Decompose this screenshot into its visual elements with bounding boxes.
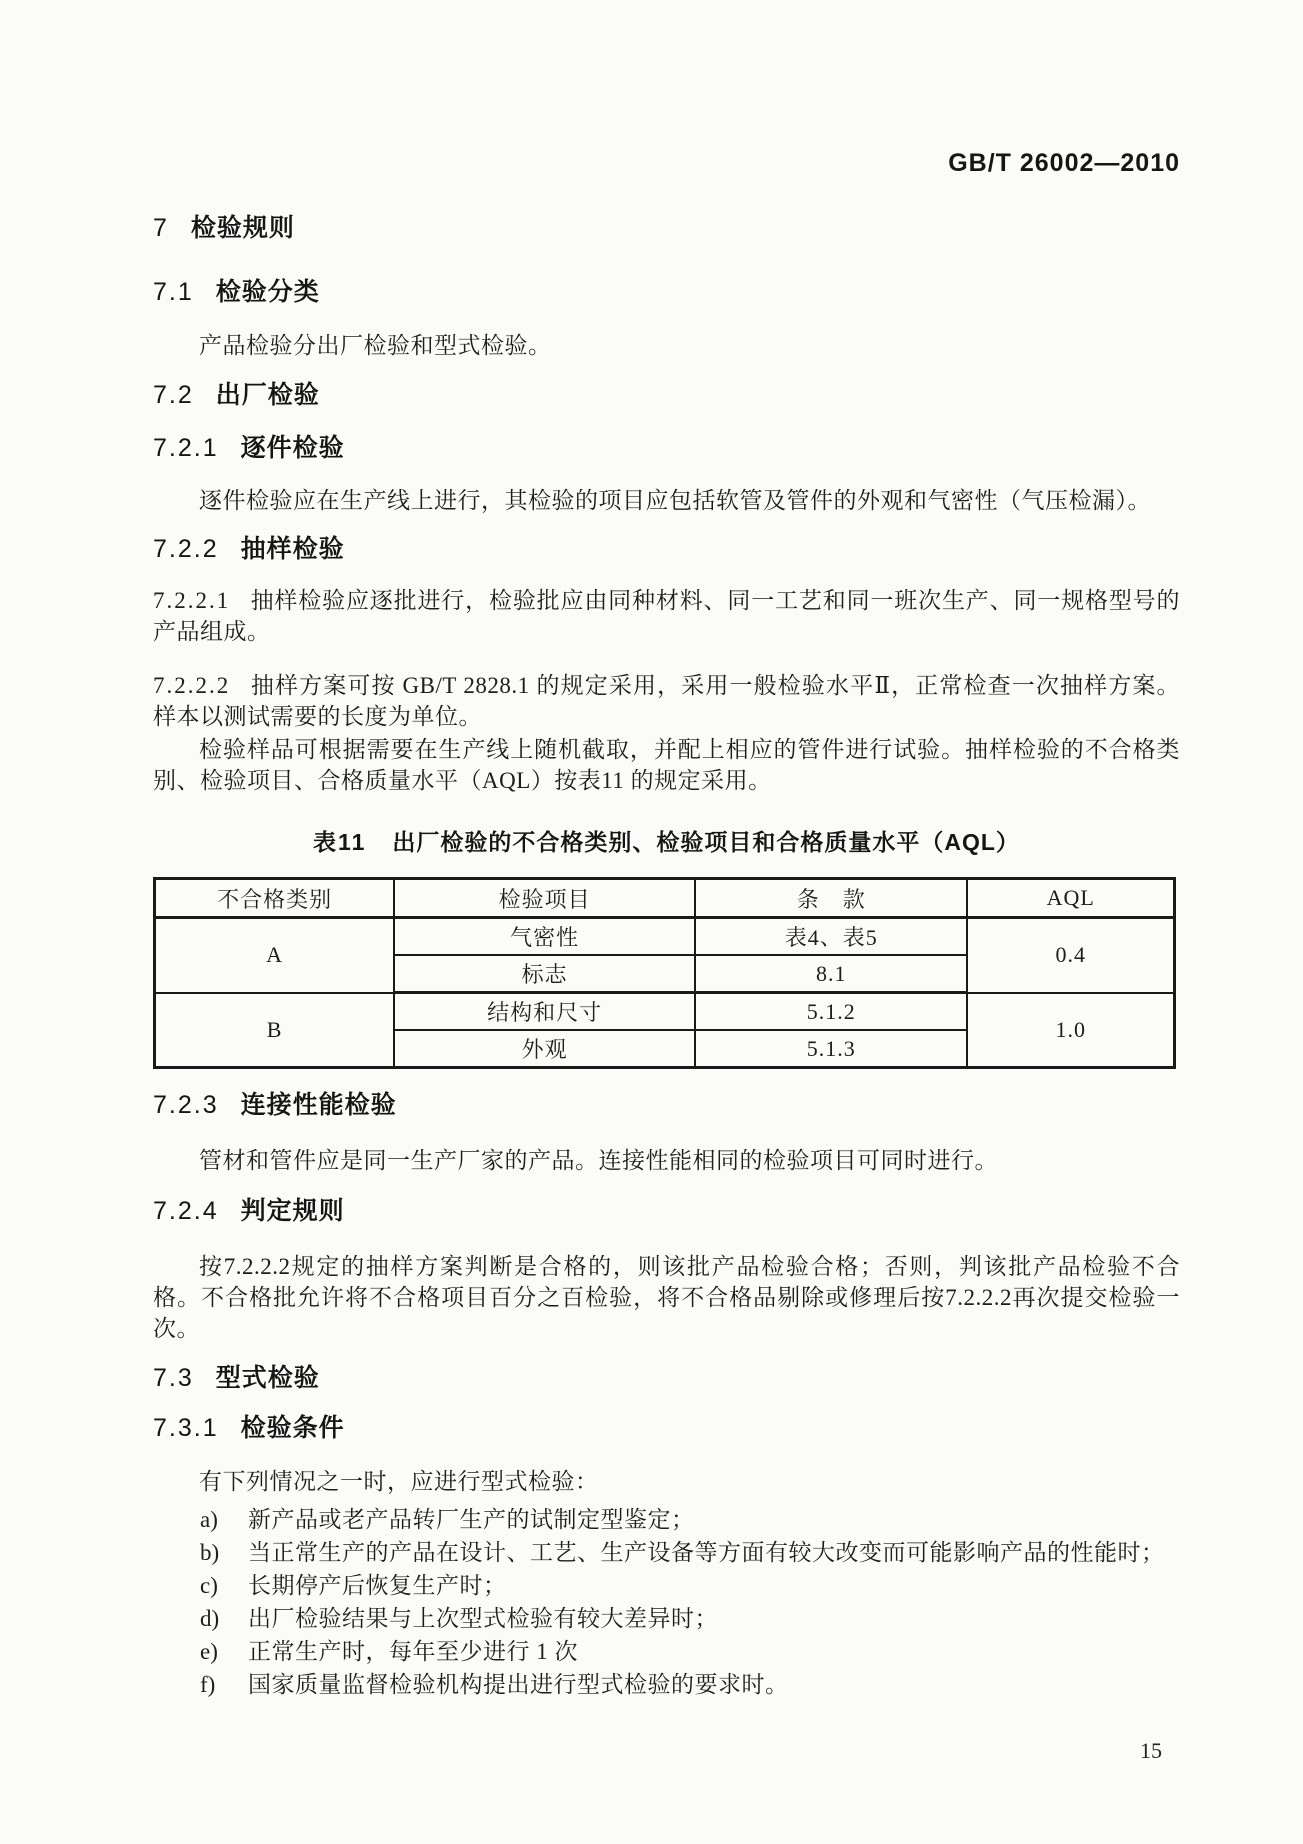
cell-category-b: B bbox=[155, 993, 395, 1068]
list-item-b bbox=[153, 1536, 1180, 1569]
header-clause: 条 款 bbox=[695, 879, 967, 918]
standard-code: GB/T 26002—2010 bbox=[948, 149, 1180, 177]
section-title: 判定规则 bbox=[240, 1197, 345, 1225]
paragraph-7-2-4: 按7.2.2.2规定的抽样方案判断是合格的，则该批产品检验合格；否则，判该批产品检验不合格。不合格批允许将不合格项目百分之百检验，将不合格品剔除或修理后按7.2.2.2再次提交检验一次。 bbox=[153, 1254, 1180, 1341]
section-7-2-heading bbox=[153, 380, 1180, 410]
section-number: 7.2.4 bbox=[153, 1197, 219, 1225]
section-7-2-4-heading bbox=[153, 1196, 1180, 1226]
list-text: 新产品或老产品转厂生产的试制定型鉴定； bbox=[248, 1507, 695, 1532]
list-text: 长期停产后恢复生产时； bbox=[248, 1573, 507, 1598]
section-7-2-1-heading bbox=[153, 433, 1180, 463]
type-test-condition-list bbox=[153, 1503, 1180, 1701]
table-title: 出厂检验的不合格类别、检验项目和合格质量水平（AQL） bbox=[392, 829, 1020, 855]
table-row bbox=[155, 918, 1175, 956]
list-item-d bbox=[153, 1602, 1180, 1635]
table-11-caption bbox=[153, 827, 1180, 857]
section-title: 连接性能检验 bbox=[240, 1091, 397, 1119]
paragraph-7-1: 产品检验分出厂检验和型式检验。 bbox=[199, 333, 552, 358]
section-title: 检验分类 bbox=[215, 278, 320, 306]
section-title: 型式检验 bbox=[215, 1364, 320, 1392]
section-number: 7.2.3 bbox=[153, 1091, 219, 1119]
list-marker: e) bbox=[200, 1639, 218, 1664]
section-number: 7.2 bbox=[153, 381, 194, 409]
list-text: 出厂检验结果与上次型式检验有较大差异时； bbox=[248, 1606, 718, 1631]
cell-item: 外观 bbox=[394, 1030, 695, 1068]
clause-number: 7.2.2.1 bbox=[153, 588, 231, 613]
list-marker: d) bbox=[200, 1606, 220, 1631]
header-aql: AQL bbox=[967, 879, 1174, 918]
cell-item: 结构和尺寸 bbox=[394, 993, 695, 1031]
section-number: 7.2.2 bbox=[153, 535, 219, 563]
section-7-2-3-heading bbox=[153, 1090, 1180, 1120]
section-title: 逐件检验 bbox=[240, 434, 345, 462]
section-7-3-heading bbox=[153, 1363, 1180, 1393]
cell-aql-b: 1.0 bbox=[967, 993, 1174, 1068]
clause-number: 7.2.2.2 bbox=[153, 673, 231, 698]
section-7-2-2-heading bbox=[153, 534, 1180, 564]
section-title: 抽样检验 bbox=[240, 535, 345, 563]
cell-item: 气密性 bbox=[394, 918, 695, 956]
list-marker: b) bbox=[200, 1540, 220, 1565]
paragraph-7-2-2-2 bbox=[153, 670, 1180, 732]
section-title: 出厂检验 bbox=[215, 381, 320, 409]
page-number: 15 bbox=[1140, 1738, 1162, 1763]
section-7-heading bbox=[153, 213, 1180, 243]
table-11 bbox=[153, 877, 1176, 1069]
paragraph-7-2-1: 逐件检验应在生产线上进行，其检验的项目应包括软管及管件的外观和气密性（气压检漏）。 bbox=[199, 488, 1151, 513]
section-7-1-heading bbox=[153, 277, 1180, 307]
section-number: 7.1 bbox=[153, 278, 194, 306]
cell-clause: 5.1.2 bbox=[695, 993, 967, 1031]
list-item-a bbox=[153, 1503, 1180, 1536]
section-title: 检验规则 bbox=[190, 214, 295, 242]
header-defect-category: 不合格类别 bbox=[155, 879, 395, 918]
list-item-e bbox=[153, 1635, 1180, 1668]
cell-clause: 8.1 bbox=[695, 955, 967, 993]
section-number: 7.2.1 bbox=[153, 434, 219, 462]
paragraph-7-2-3: 管材和管件应是同一生产厂家的产品。连接性能相同的检验项目可同时进行。 bbox=[199, 1148, 998, 1173]
list-marker: f) bbox=[200, 1672, 216, 1697]
list-marker: c) bbox=[200, 1573, 218, 1598]
section-title: 检验条件 bbox=[240, 1414, 345, 1442]
list-marker: a) bbox=[200, 1507, 218, 1532]
header-inspection-item: 检验项目 bbox=[394, 879, 695, 918]
clause-text: 抽样检验应逐批进行，检验批应由同种材料、同一工艺和同一班次生产、同一规格型号的产品组成。 bbox=[153, 588, 1180, 644]
section-number: 7.3.1 bbox=[153, 1414, 219, 1442]
cell-item: 标志 bbox=[394, 955, 695, 993]
cell-clause: 5.1.3 bbox=[695, 1030, 967, 1068]
list-text: 正常生产时，每年至少进行 1 次 bbox=[248, 1639, 578, 1664]
cell-clause: 表4、表5 bbox=[695, 918, 967, 956]
section-number: 7.3 bbox=[153, 1364, 194, 1392]
list-item-c bbox=[153, 1569, 1180, 1602]
table-header-row bbox=[155, 879, 1175, 918]
paragraph-7-3-1-intro: 有下列情况之一时，应进行型式检验： bbox=[199, 1469, 599, 1494]
section-7-3-1-heading bbox=[153, 1413, 1180, 1443]
paragraph-sampling-note: 检验样品可根据需要在生产线上随机截取，并配上相应的管件进行试验。抽样检验的不合格类别、检验项目、合格质量水平（AQL）按表11 的规定采用。 bbox=[153, 737, 1180, 793]
cell-category-a: A bbox=[155, 918, 395, 993]
clause-text: 抽样方案可按 GB/T 2828.1 的规定采用，采用一般检验水平Ⅱ，正常检查一次抽样方案。样本以测试需要的长度为单位。 bbox=[153, 673, 1180, 729]
list-item-f bbox=[153, 1668, 1180, 1701]
list-text: 国家质量监督检验机构提出进行型式检验的要求时。 bbox=[248, 1672, 789, 1697]
table-row bbox=[155, 993, 1175, 1031]
cell-aql-a: 0.4 bbox=[967, 918, 1174, 993]
list-text: 当正常生产的产品在设计、工艺、生产设备等方面有较大改变而可能影响产品的性能时； bbox=[248, 1540, 1165, 1565]
table-number: 表11 bbox=[313, 829, 367, 855]
section-number: 7 bbox=[153, 214, 169, 242]
paragraph-7-2-2-1 bbox=[153, 585, 1180, 647]
